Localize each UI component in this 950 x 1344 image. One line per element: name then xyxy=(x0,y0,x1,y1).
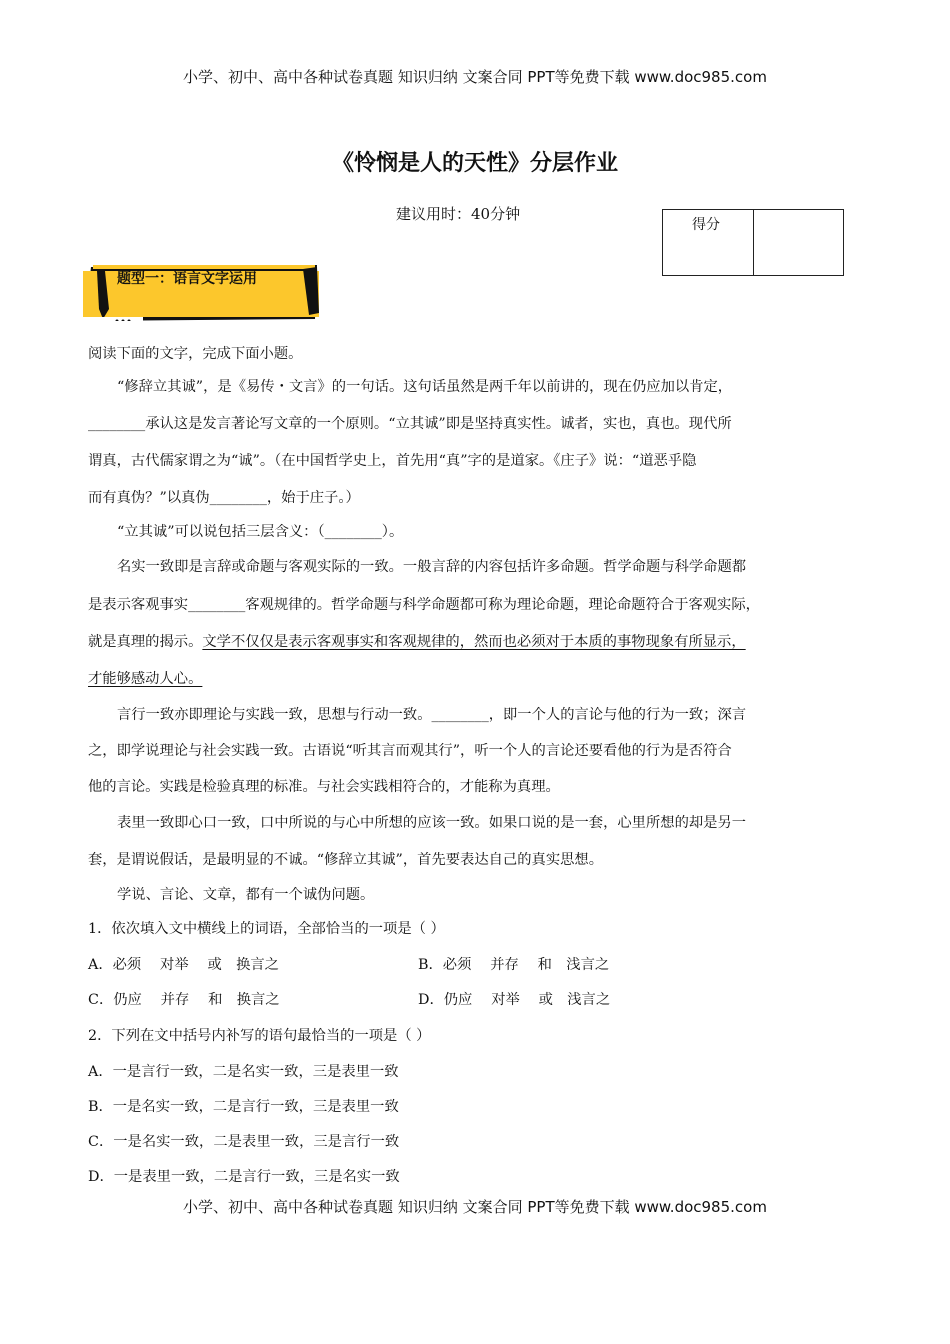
page-title: 《怜悯是人的天性》分层作业 xyxy=(331,151,618,176)
question-stem: 2．下列在文中括号内补写的语句最恰当的一项是（ ） xyxy=(88,1028,431,1044)
passage-line xyxy=(88,632,858,652)
page-header: 小学、初中、高中各种试卷真题 知识归纳 文案合同 PPT等免费下载 www.doc985.com xyxy=(183,68,767,86)
passage-line: 谓真，古代儒家谓之为“诚”。（在中国哲学史上，首先用“真”字的是道家。《庄子》说：“道恶乎隐 xyxy=(88,453,697,469)
passage-line xyxy=(88,669,858,689)
passage-line: 之，即学说理论与社会实践一致。古语说“听其言而观其行”，听一个人的言论还要看他的行为是否符合 xyxy=(88,743,732,759)
passage-line: ________承认这是发言著论写文章的一个原则。“立其诚”即是坚持真实性。诚者，实也，真也。现代所 xyxy=(88,416,732,432)
question-stem: 1．依次填入文中横线上的词语，全部恰当的一项是（ ） xyxy=(88,921,445,937)
passage-line: 套，是谓说假话，是最明显的不诚。“修辞立其诚”，首先要表达自己的真实思想。 xyxy=(88,852,604,868)
suggested-time: 建议用时：40分钟 xyxy=(396,205,521,223)
page-footer: 小学、初中、高中各种试卷真题 知识归纳 文案合同 PPT等免费下载 www.doc985.com xyxy=(183,1198,767,1216)
passage-line: “立其诚”可以说包括三层含义：（________）。 xyxy=(117,524,404,540)
score-divider xyxy=(753,210,754,275)
option-b: B．一是名实一致，二是言行一致，三是表里一致 xyxy=(88,1099,399,1115)
passage-line: 表里一致即心口一致，口中所说的与心中所想的应该一致。如果口说的是一套，心里所想的却是另一 xyxy=(117,815,747,831)
passage-line: “修辞立其诚”，是《易传・文言》的一句话。这句话虽然是两千年以前讲的，现在仍应加以肯定， xyxy=(117,379,733,395)
option-d: D．仍应 对举 或 浅言之 xyxy=(418,992,611,1008)
option-c: C．仍应 并存 和 换言之 xyxy=(88,992,280,1008)
option-d: D．一是表里一致，二是言行一致，三是名实一致 xyxy=(88,1169,400,1185)
score-label: 得分 xyxy=(692,217,720,233)
passage-line: 言行一致亦即理论与实践一致，思想与行动一致。________，即一个人的言论与他的行为一致；深言 xyxy=(117,707,747,723)
option-c: C．一是名实一致，二是表里一致，三是言行一致 xyxy=(88,1134,400,1150)
passage-line: 是表示客观事实________客观规律的。哲学命题与科学命题都可称为理论命题，理论命题符合于客观实际， xyxy=(88,597,760,613)
option-b: B．必须 并存 和 浅言之 xyxy=(418,957,610,973)
underlined-sentence: 才能够感动人心。 xyxy=(88,671,203,687)
passage-line: 他的言论。实践是检验真理的标准。与社会实践相符合的，才能称为真理。 xyxy=(88,779,560,795)
section-banner-text: 题型一：语言文字运用 xyxy=(117,271,257,287)
option-a: A．一是言行一致，二是名实一致，三是表里一致 xyxy=(88,1064,399,1080)
passage-line: 名实一致即是言辞或命题与客观实际的一致。一般言辞的内容包括许多命题。哲学命题与科学命题都 xyxy=(117,559,747,575)
passage-line: 而有真伪？”以真伪________，始于庄子。） xyxy=(88,490,360,506)
score-box xyxy=(662,209,844,276)
passage-segment: 就是真理的揭示。 xyxy=(88,634,203,650)
underlined-sentence: 文学不仅仅是表示客观事实和客观规律的，然而也必须对于本质的事物现象有所显示， xyxy=(202,634,746,650)
instruction: 阅读下面的文字，完成下面小题。 xyxy=(88,346,303,362)
passage-line: 学说、言论、文章，都有一个诚伪问题。 xyxy=(117,887,375,903)
option-a: A．必须 对举 或 换言之 xyxy=(88,957,279,973)
